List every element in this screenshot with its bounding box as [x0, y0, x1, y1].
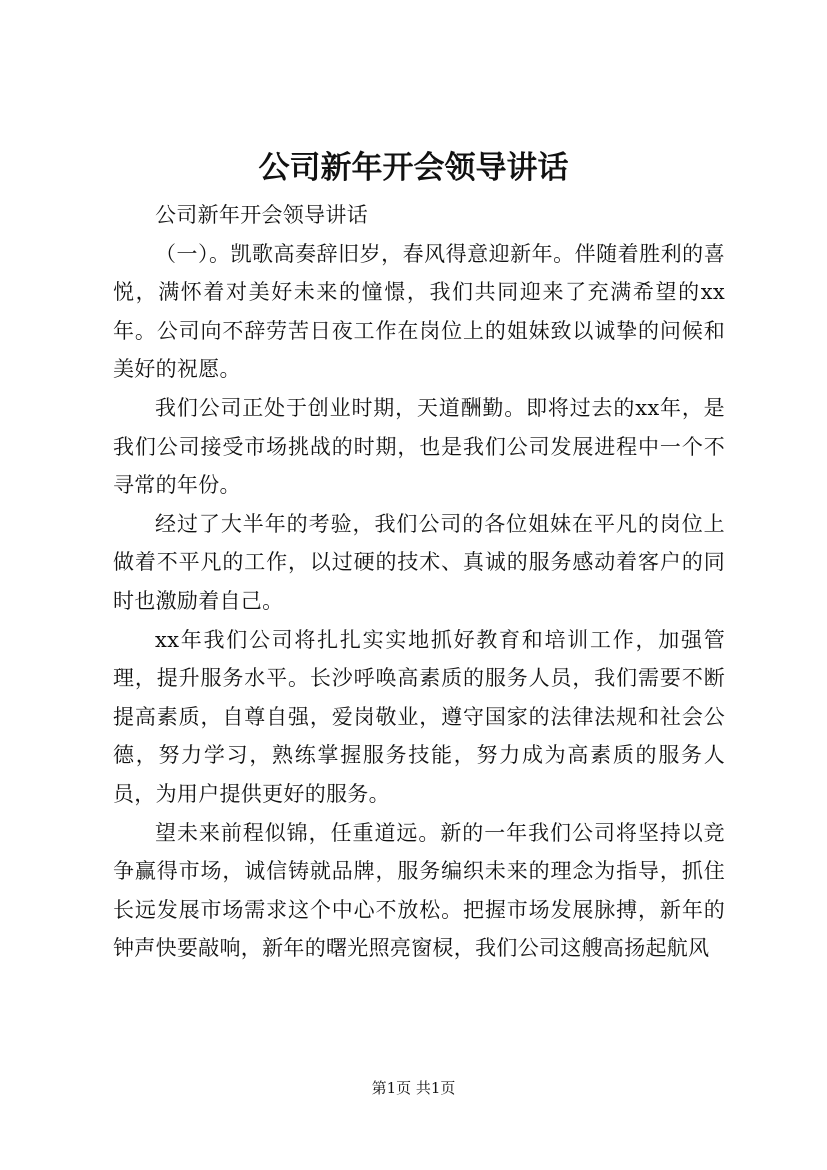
- paragraph-2: 我们公司正处于创业时期，天道酬勤。即将过去的xx年，是我们公司接受市场挑战的时期，也是我们公司发展进程中一个不寻常的年份。: [113, 395, 725, 498]
- paragraph-1: （一）。凯歌高奏辞旧岁，春风得意迎新年。伴随着胜利的喜悦，满怀着对美好未来的憧憬，我们共同迎来了充满希望的xx年。公司向不辞劳苦日夜工作在岗位上的姐妹致以诚挚的问候和美好的祝愿。: [113, 241, 725, 382]
- paragraph-5: 望未来前程似锦，任重道远。新的一年我们公司将坚持以竞争赢得市场，诚信铸就品牌，服务编织未来的理念为指导，抓住长远发展市场需求这个中心不放松。把握市场发展脉搏，新年的钟声快要敲响，新年的曙光照亮窗棂，我们公司这艘高扬起航风: [113, 820, 725, 961]
- page-footer: 第1页 共1页: [371, 1079, 456, 1097]
- document-subtitle: 公司新年开会领导讲话: [155, 203, 368, 227]
- page-title: 公司新年开会领导讲话: [258, 150, 569, 186]
- paragraph-4: xx年我们公司将扎扎实实地抓好教育和培训工作，加强管理，提升服务水平。长沙呼唤高素质的服务人员，我们需要不断提高素质，自尊自强，爱岗敬业，遵守国家的法律法规和社会公德，努力学习，熟练掌握服务技能，努力成为高素质的服务人员，为用户提供更好的服务。: [113, 627, 725, 806]
- document-body: [113, 196, 725, 968]
- paragraph-3: 经过了大半年的考验，我们公司的各位姐妹在平凡的岗位上做着不平凡的工作，以过硬的技术、真诚的服务感动着客户的同时也激励着自己。: [113, 511, 725, 613]
